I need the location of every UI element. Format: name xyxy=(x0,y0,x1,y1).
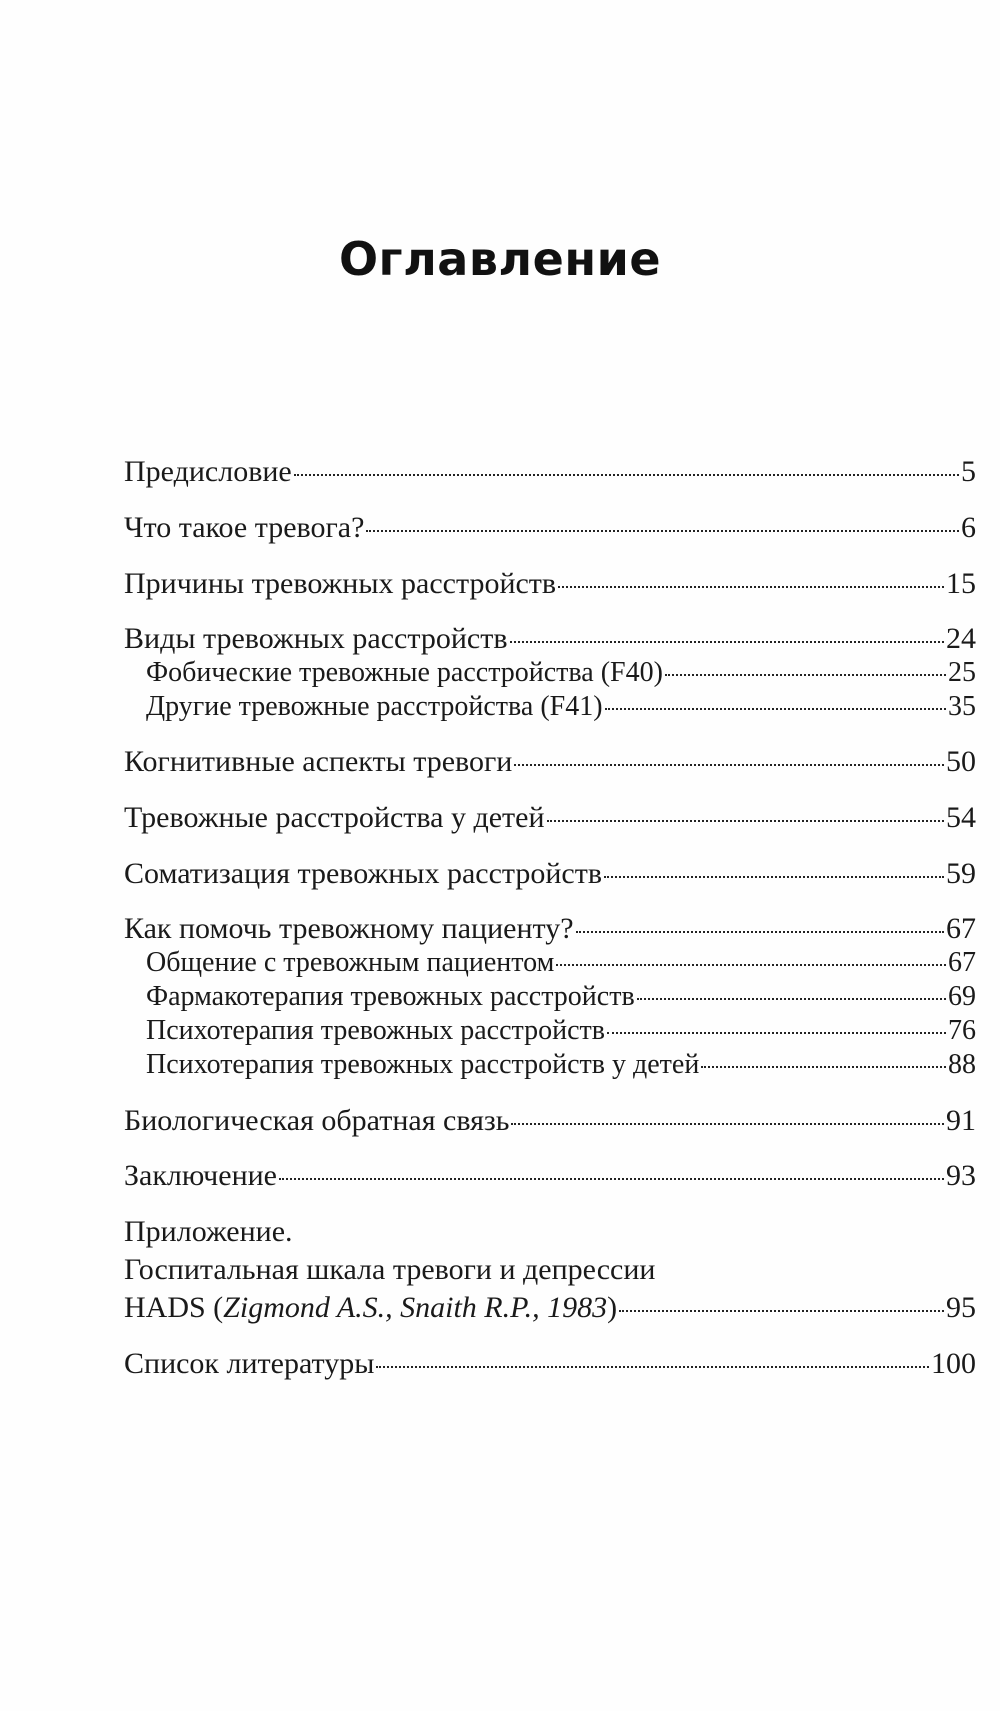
toc-entry-label: Виды тревожных расстройств xyxy=(124,622,508,655)
dot-leader xyxy=(511,1123,944,1125)
toc-entry-label: Психотерапия тревожных расстройств xyxy=(146,1015,605,1046)
toc-entry-page: 5 xyxy=(961,455,976,488)
toc-entry-page: 67 xyxy=(946,912,976,945)
dot-leader xyxy=(510,641,945,643)
toc-entry-label: Что такое тревога? xyxy=(124,511,365,544)
toc-entry-page: 24 xyxy=(946,622,976,655)
dot-leader xyxy=(279,1178,944,1180)
toc-entry-label: Другие тревожные расстройства (F41) xyxy=(146,691,603,722)
toc-subentry-psychotherapy-children xyxy=(146,1047,976,1083)
dot-leader xyxy=(514,764,944,766)
dot-leader xyxy=(665,674,946,676)
toc-entry-page: 15 xyxy=(946,567,976,600)
dot-leader xyxy=(556,964,946,966)
toc-entry-preface xyxy=(124,454,976,490)
toc-subentry-other xyxy=(146,689,976,725)
toc-entry-causes xyxy=(124,566,976,602)
toc-entry-page: 93 xyxy=(946,1159,976,1192)
toc-entry-types xyxy=(124,621,976,657)
toc-entry-label: Биологическая обратная связь xyxy=(124,1104,510,1137)
dot-leader xyxy=(376,1366,929,1368)
toc-entry-page: 59 xyxy=(946,857,976,890)
toc-entry-label: Соматизация тревожных расстройств xyxy=(124,857,603,890)
dot-leader xyxy=(547,820,944,822)
toc-subentry-pharmacotherapy xyxy=(146,979,976,1015)
toc-entry-label: Заключение xyxy=(124,1159,277,1192)
toc-entry-label: Психотерапия тревожных расстройств у детей xyxy=(146,1049,700,1080)
appendix-citation: Zigmond A.S., Snaith R.P., 1983 xyxy=(223,1291,608,1324)
toc-entry-somatization xyxy=(124,856,976,892)
toc-subentry-communication xyxy=(146,945,976,981)
appendix-suffix: ) xyxy=(607,1291,618,1324)
toc-subentry-psychotherapy xyxy=(146,1013,976,1049)
toc-entry-page: 50 xyxy=(946,745,976,778)
dot-leader xyxy=(637,998,946,1000)
dot-leader xyxy=(607,1032,946,1034)
dot-leader xyxy=(366,530,959,532)
toc-appendix-line1: Приложение. xyxy=(124,1215,293,1248)
page-title: Оглавление xyxy=(338,232,662,286)
toc-entry-label: Общение с тревожным пациентом xyxy=(146,947,555,978)
toc-subentry-phobic xyxy=(146,655,976,691)
toc-entry-label: Фармакотерапия тревожных расстройств xyxy=(146,981,635,1012)
toc-entry-references xyxy=(124,1346,976,1382)
dot-leader xyxy=(558,586,944,588)
dot-leader xyxy=(605,708,946,710)
toc-entry-label: Тревожные расстройства у детей xyxy=(124,801,545,834)
toc-entry-page: 69 xyxy=(948,981,976,1012)
toc-entry-label xyxy=(124,1290,617,1326)
toc-entry-page: 95 xyxy=(946,1291,976,1324)
appendix-prefix: HADS ( xyxy=(124,1291,224,1324)
toc-entry-label: Предисловие xyxy=(124,455,292,488)
toc-entry-label: Список литературы xyxy=(124,1347,375,1380)
dot-leader xyxy=(701,1066,946,1068)
dot-leader xyxy=(294,474,959,476)
toc-appendix-line2: Госпитальная шкала тревоги и депрессии xyxy=(124,1253,656,1286)
toc-entry-what-is-anxiety xyxy=(124,510,976,546)
toc-entry-page: 67 xyxy=(948,947,976,978)
toc-entry-biofeedback xyxy=(124,1103,976,1139)
toc-entry-page: 100 xyxy=(931,1347,976,1380)
dot-leader xyxy=(604,876,944,878)
dot-leader xyxy=(619,1310,944,1312)
toc-entry-page: 6 xyxy=(961,511,976,544)
toc-entry-page: 54 xyxy=(946,801,976,834)
toc-entry-page: 76 xyxy=(948,1015,976,1046)
toc-entry-how-to-help xyxy=(124,911,976,947)
toc-entry-label: Как помочь тревожному пациенту? xyxy=(124,912,574,945)
toc-entry-page: 91 xyxy=(946,1104,976,1137)
toc-entry-children xyxy=(124,800,976,836)
toc-entry-page: 25 xyxy=(948,657,976,688)
dot-leader xyxy=(576,931,944,933)
toc-entry-appendix xyxy=(124,1290,976,1326)
toc-entry-label: Фобические тревожные расстройства (F40) xyxy=(146,657,663,688)
toc-entry-cognitive xyxy=(124,744,976,780)
toc-entry-page: 35 xyxy=(948,691,976,722)
toc-entry-label: Причины тревожных расстройств xyxy=(124,567,557,600)
toc-entry-conclusion xyxy=(124,1158,976,1194)
toc-entry-page: 88 xyxy=(948,1049,976,1080)
toc-entry-label: Когнитивные аспекты тревоги xyxy=(124,745,513,778)
